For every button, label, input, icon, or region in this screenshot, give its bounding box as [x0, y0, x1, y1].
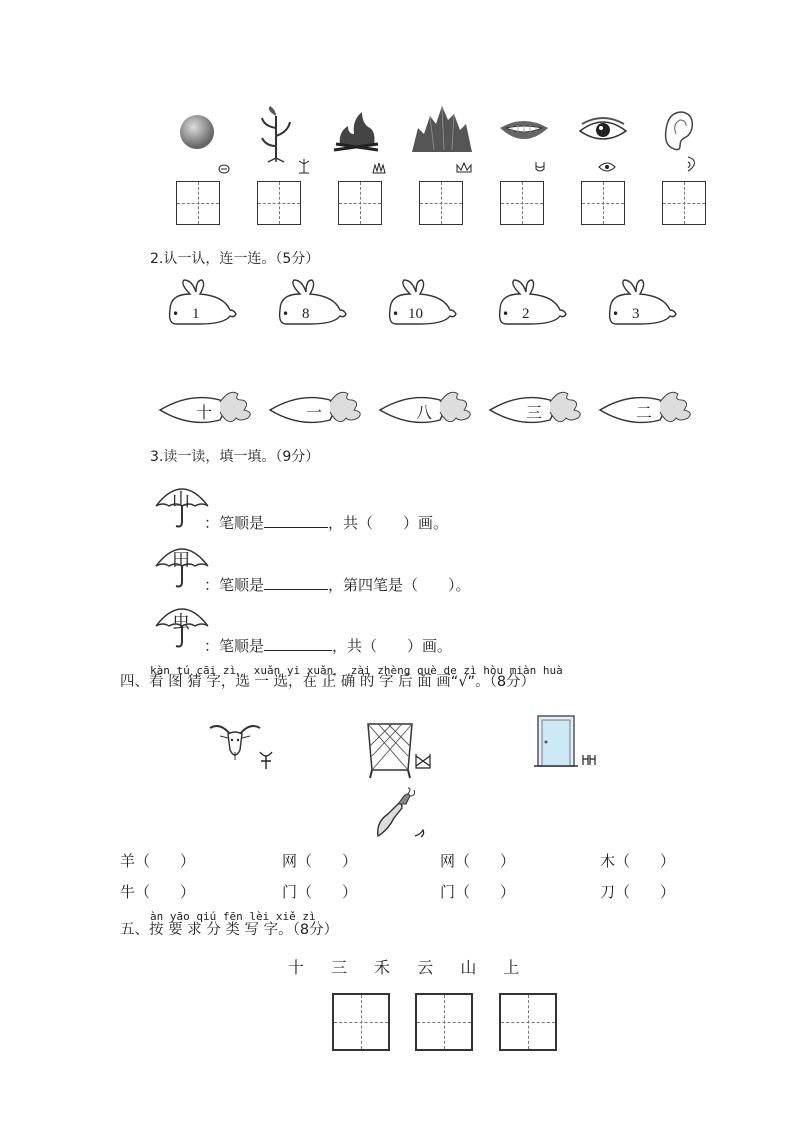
section-2-heading: 2.认一认，连一连。（5分） [150, 251, 320, 267]
goat-head-icon [206, 722, 264, 764]
stroke-order-blank-2[interactable] [264, 575, 328, 590]
choice-1-1[interactable]: 羊（ ） [120, 852, 196, 870]
ancient-glyph-mouth [534, 161, 546, 173]
section-5-pinyin: àn yāo qiú fēn lèi xiě zì [150, 910, 316, 923]
sun-icon [178, 112, 218, 152]
question-text-a: ：笔顺是 [204, 637, 265, 655]
section-4-heading: 四、看 图 猜 字，选 一 选，在 正 确 的 字 后 面 画“√”。（8分） [120, 674, 536, 690]
ancient-glyph-goat [258, 750, 274, 770]
stroke-order-blank-1[interactable] [264, 513, 328, 528]
ancient-glyph-door [582, 754, 596, 766]
stroke-order-blank-3[interactable] [264, 636, 332, 651]
choice-1-3[interactable]: 网（ ） [440, 852, 516, 870]
radish-3[interactable] [378, 390, 474, 428]
rabbit-eye-icon: • [392, 307, 400, 321]
ancient-glyph-eye [598, 162, 616, 172]
writing-box-1[interactable] [176, 181, 220, 225]
rabbit-number: 2 [522, 306, 530, 322]
question-text-a: ：笔顺是 [204, 576, 265, 594]
section-3-heading: 3.读一读，填一填。（9分） [150, 449, 320, 465]
choice-2-1[interactable]: 牛（ ） [120, 883, 196, 901]
writing-box-4[interactable] [419, 181, 463, 225]
ancient-glyph-grain [298, 158, 310, 174]
category-box-1[interactable] [332, 993, 390, 1051]
rabbit-3[interactable] [378, 278, 458, 332]
stroke-question-3 [204, 635, 452, 656]
fire-icon [334, 112, 380, 152]
radish-4[interactable] [488, 390, 584, 428]
choice-1-2[interactable]: 网（ ） [282, 852, 358, 870]
question-text-b: ，第四笔是（ ）。 [328, 576, 471, 594]
ancient-glyph-mountain [456, 162, 472, 174]
section-5-heading: 五、按 要 求 分 类 写 字。（8分） [120, 922, 339, 938]
ancient-glyph-net [414, 752, 432, 770]
rabbit-1[interactable] [158, 278, 238, 332]
rabbit-2[interactable] [268, 278, 348, 332]
radish-label: 一 [306, 403, 323, 422]
rabbit-eye-icon: • [172, 307, 180, 321]
choice-2-3[interactable]: 门（ ） [440, 883, 516, 901]
radish-label: 三 [526, 403, 543, 422]
writing-box-3[interactable] [338, 181, 382, 225]
umbrella-character: 田 [172, 550, 190, 571]
category-box-3[interactable] [499, 993, 557, 1051]
radish-5[interactable] [598, 390, 694, 428]
rabbit-eye-icon: • [612, 307, 620, 321]
writing-box-5[interactable] [500, 181, 544, 225]
ancient-glyph-fire [372, 162, 386, 174]
knife-icon [370, 786, 416, 842]
radish-1[interactable] [158, 390, 254, 428]
question-text-b: ，共（ ）画。 [332, 637, 453, 655]
rabbit-number: 1 [192, 306, 200, 322]
choice-2-2[interactable]: 门（ ） [282, 883, 358, 901]
eye-icon [578, 118, 628, 144]
rabbit-number: 8 [302, 306, 310, 322]
question-text-b: ，共（ ）画。 [328, 514, 449, 532]
rabbit-number: 10 [408, 306, 423, 322]
question-text-a: ：笔顺是 [204, 514, 265, 532]
ear-icon [662, 108, 696, 152]
umbrella-character: 山 [172, 490, 190, 511]
category-box-2[interactable] [415, 993, 473, 1051]
radish-label: 八 [416, 403, 433, 422]
rabbit-eye-icon: • [502, 307, 510, 321]
umbrella-character: 虫 [172, 612, 190, 633]
wheat-plant-icon [258, 106, 298, 161]
stroke-question-2 [204, 574, 471, 595]
ancient-glyph-ear [686, 156, 696, 172]
rabbit-eye-icon: • [282, 307, 290, 321]
writing-box-2[interactable] [257, 181, 301, 225]
door-icon [534, 714, 578, 768]
section-4-pinyin: kàn tú cāi zì， xuǎn yi xuǎn， zài zhèng què de zì hòu miàn huà [150, 664, 563, 677]
ancient-glyph-sun [218, 164, 230, 174]
mountain-icon [412, 104, 472, 154]
radish-label: 二 [636, 403, 653, 422]
ancient-glyph-knife [414, 828, 426, 838]
radish-label: 十 [196, 403, 213, 422]
rabbit-5[interactable] [598, 278, 678, 332]
rabbit-4[interactable] [488, 278, 568, 332]
character-list: 十 三 禾 云 山 上 [288, 958, 522, 977]
radish-2[interactable] [268, 390, 364, 428]
mouth-icon [498, 116, 550, 146]
writing-box-7[interactable] [662, 181, 706, 225]
stroke-question-1 [204, 512, 448, 533]
net-icon [362, 720, 418, 780]
writing-box-6[interactable] [581, 181, 625, 225]
choice-1-4[interactable]: 木（ ） [600, 852, 676, 870]
choice-2-4[interactable]: 刀（ ） [600, 883, 676, 901]
rabbit-number: 3 [632, 306, 640, 322]
